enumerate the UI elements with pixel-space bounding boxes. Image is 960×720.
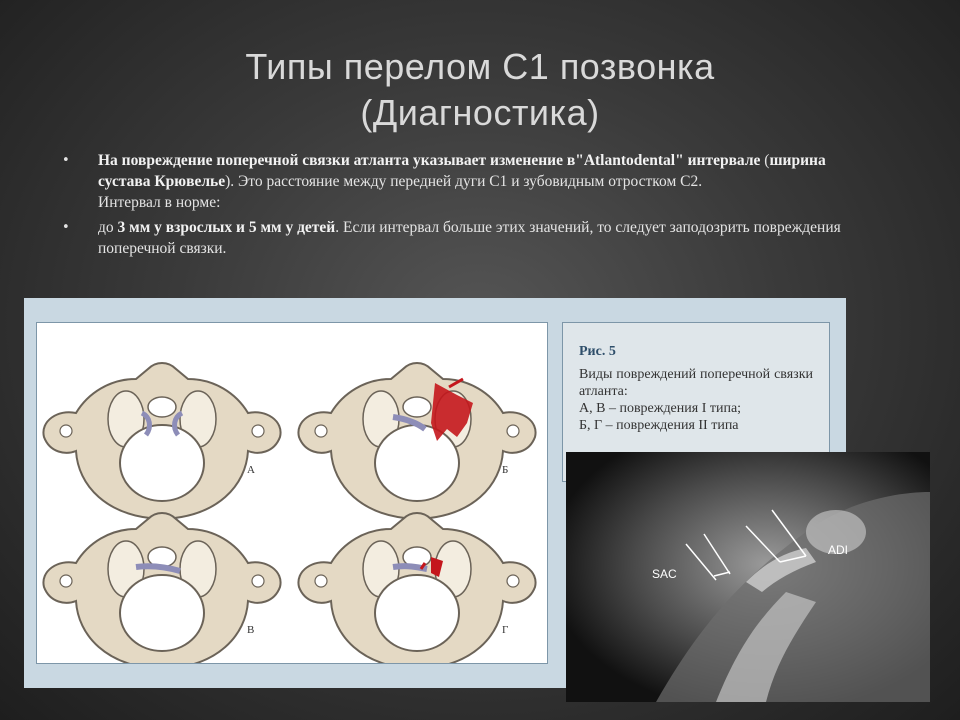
caption-line-1: Виды повреждений поперечной связки атланта: [579, 367, 813, 399]
figure-label-a: А [247, 464, 255, 476]
figure-label-b: Б [502, 464, 509, 476]
bullet-item-2 [62, 217, 862, 259]
bullet-dot-icon: • [62, 220, 70, 235]
title-line-2: (Диагностика) [360, 92, 600, 133]
bullet-2-text-1: до [98, 219, 118, 236]
caption-line-3: Б, Г – повреждения II типа [579, 418, 739, 433]
atlas-b [298, 363, 535, 519]
atlas-drawings [37, 323, 547, 663]
bullet-2-text-2: . Если интервал больше этих значений, то следует заподозрить повреждения поперечной связки. [98, 219, 841, 257]
bullet-list [62, 150, 862, 263]
bullet-1-bold-1: На повреждение поперечной связки атланта указывает изменение в"Atlantodental" интервале [98, 152, 761, 169]
xray-image [566, 452, 930, 702]
bullet-item-1 [62, 150, 862, 213]
slide-title [0, 44, 960, 136]
figure-label-v: В [247, 624, 255, 636]
bullet-dot-icon: • [62, 153, 70, 168]
caption-line-2: А, В – повреждения I типа; [579, 401, 742, 416]
xray-label-sac: SAC [652, 567, 677, 581]
bullet-1-bold-2: ширина сустава Крювелье [98, 152, 826, 190]
bullet-1-text-1: ( [760, 152, 770, 169]
bullet-1-text-2: ). Это расстояние между передней дуги С1 и зубовидным отростком С2. [225, 173, 703, 190]
bullet-1-text-3: Интервал в норме: [98, 194, 221, 211]
xray-drawing [566, 452, 930, 702]
title-line-1: Типы перелом С1 позвонка [245, 46, 715, 87]
atlas-illustration [36, 322, 548, 664]
atlas-a [43, 363, 280, 519]
xray-label-adi: ADI [828, 543, 849, 557]
atlas-g [298, 513, 535, 663]
bullet-2-bold-1: 3 мм у взрослых и 5 мм у детей [117, 219, 336, 236]
figure-label-g: Г [502, 624, 509, 636]
caption-figure-number: Рис. 5 [579, 344, 616, 359]
atlas-v [43, 513, 280, 663]
